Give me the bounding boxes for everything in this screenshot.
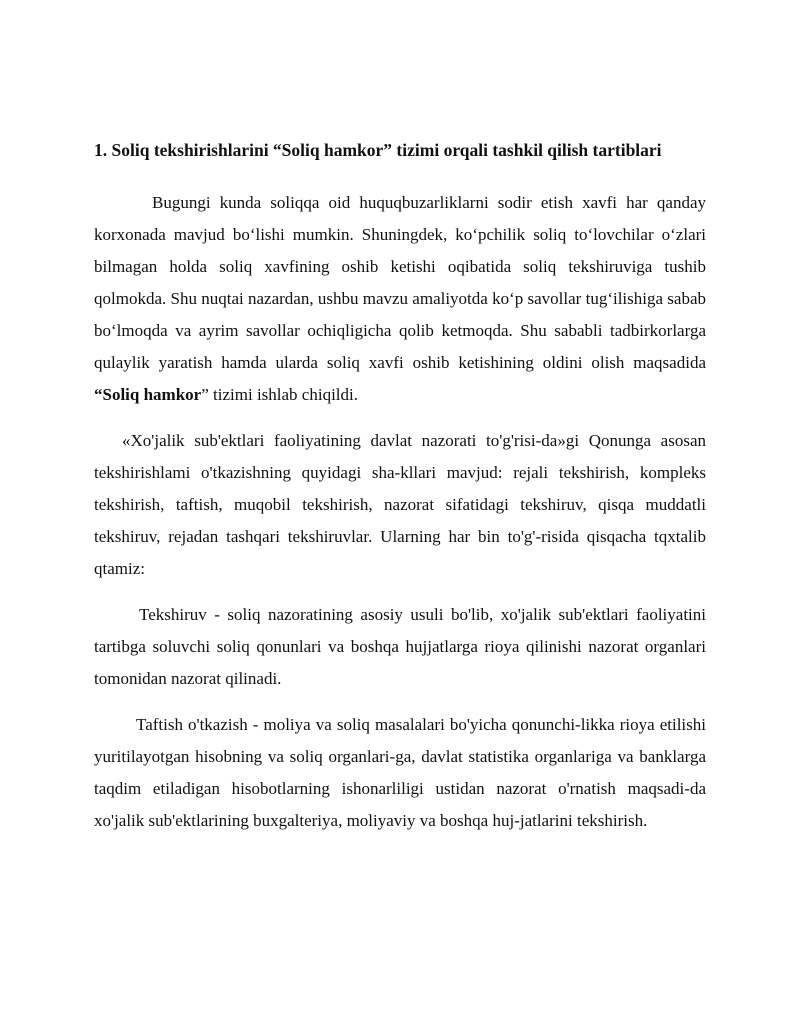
paragraph-taftish: Taftish o'tkazish - moliya va soliq masalalari bo'yicha qonunchi-likka rioya etilishi yuritilayotgan hisobning va soliq organlari-ga, davlat statistika organlariga va banklarga taqdim etiladigan hisobotlarning ishonarliligi ustidan nazorat o'rnatish maqsadi-da xo'jalik sub'ektlarining buxgalteriya, moliyaviy va boshqa huj-jatlarini tekshirish. bbox=[94, 715, 706, 830]
paragraph-intro-text: Bugungi kunda soliqqa oid huquqbuzarliklarni sodir etish xavfi har qanday korxonada mavjud bo‘lishi mumkin. Shuningdek, ko‘pchilik soliq to‘lovchilar o‘zlari bilmagan holda soliq xavfining oshib ketishi oqibatida soliq tekshiruviga tushib qolmokda. Shu nuqtai nazardan, ushbu mavzu amaliyotda ko‘p savollar tug‘ilishiga sabab bo‘lmoqda va ayrim savollar ochiqligicha qolib ketmoqda. Shu sababli tadbirkorlarga qulaylik yaratish hamda ularda soliq xavfi oshib ketishining oldini olish maqsadida bbox=[94, 193, 706, 372]
paragraph-law-forms: «Xo'jalik sub'ektlari faoliyatining davlat nazorati to'g'risi-da»gi Qonunga asosan tekshirishlami o'tkazishning quyidagi sha-kllari mavjud: rejali tekshirish, kompleks tekshirish, taftish, muqobil tekshirish, nazorat sifatidagi tekshiruv, qisqa muddatli tekshiruv, rejadan tashqari tekshiruvlar. Ularning har bin to'g'-risida qisqacha tqxtalib qtamiz: bbox=[94, 431, 706, 578]
document-page bbox=[94, 134, 706, 837]
paragraph-tekshiruv: Tekshiruv - soliq nazoratining asosiy usuli bo'lib, xo'jalik sub'ektlari faoliyatini tartibga soluvchi soliq qonunlari va boshqa hujjatlarga rioya qilinishi nazorat organlari tomonidan nazorat qilinadi. bbox=[94, 605, 706, 688]
paragraph-intro bbox=[94, 187, 706, 411]
soliq-hamkor-term: “Soliq hamkor bbox=[94, 385, 202, 404]
section-heading: 1. Soliq tekshirishlarini “Soliq hamkor” tizimi orqali tashkil qilish tartiblari bbox=[94, 140, 662, 160]
paragraph-intro-end: ” tizimi ishlab chiqildi. bbox=[201, 385, 358, 404]
